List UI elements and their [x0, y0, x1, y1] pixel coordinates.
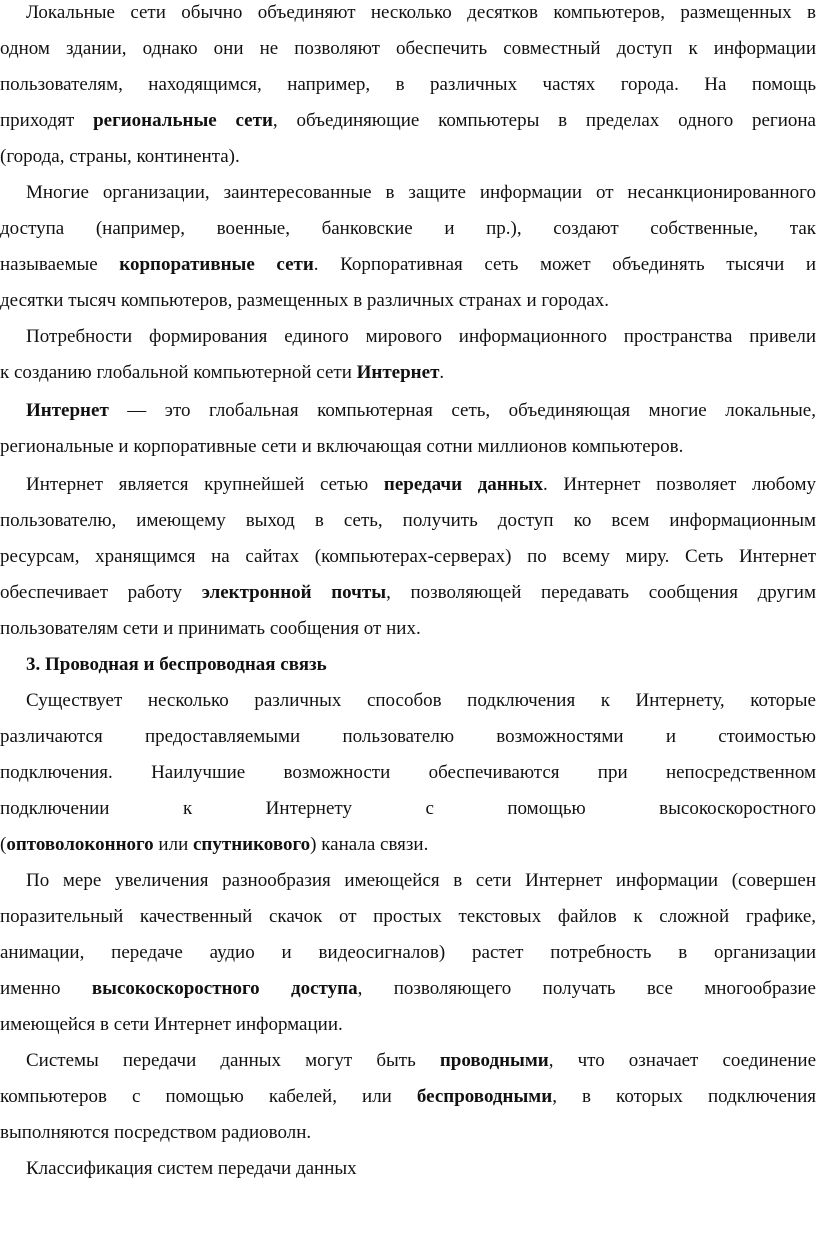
text-run: Многие организации, заинтересованные в защите информации от несанкционированного: [26, 182, 816, 203]
text-run: (города, страны, континента).: [0, 146, 240, 167]
text-run: обеспечивает работу: [0, 582, 202, 603]
text-run: именно: [0, 978, 92, 999]
text-line: [0, 544, 816, 580]
bold-term: передачи данных: [383, 474, 544, 495]
text-run: Классификация систем передачи данных: [26, 1158, 357, 1179]
text-run: десятки тысяч компьютеров, размещенных в различных странах и городах.: [0, 290, 610, 311]
text-run: Системы передачи данных могут быть: [26, 1050, 440, 1071]
text-run: По мере увеличения разнообразия имеющейся в сети Интернет информации (совершен: [26, 870, 816, 891]
text-run: доступа (например, военные, банковские и пр.), создают собственные, так: [0, 218, 816, 239]
text-line: [0, 180, 816, 216]
text-line: [0, 72, 816, 108]
text-line: [0, 616, 816, 652]
text-line: [0, 288, 816, 324]
text-line: [0, 472, 816, 508]
text-line: [0, 868, 816, 904]
text-run: пользователю, имеющему выход в сеть, получить доступ ко всем информационным: [0, 510, 816, 531]
text-run: одном здании, однако они не позволяют обеспечить совместный доступ к информации: [0, 38, 816, 59]
text-run: называемые: [0, 254, 120, 275]
text-run: компьютеров с помощью кабелей, или: [0, 1086, 417, 1107]
text-line: [0, 1084, 816, 1120]
text-run: , что означает соединение: [548, 1050, 816, 1071]
text-line: [0, 760, 816, 796]
bold-term: Интернет: [26, 400, 109, 421]
text-run: пользователям, находящимся, например, в различных частях города. На помощь: [0, 74, 816, 95]
bold-term: беспроводными: [416, 1086, 553, 1107]
bold-term: проводными: [439, 1050, 549, 1071]
text-line: [0, 36, 816, 72]
text-run: или: [153, 834, 193, 855]
text-run: .: [439, 362, 445, 383]
text-run: Интернет является крупнейшей сетью: [26, 474, 384, 495]
text-line: [0, 940, 816, 976]
text-line: [0, 360, 816, 396]
bold-term: региональные сети: [93, 110, 273, 131]
text-line: [0, 1156, 816, 1192]
text-run: пользователям сети и принимать сообщения от них.: [0, 618, 421, 639]
text-run: , позволяющего получать все многообразие: [357, 978, 816, 999]
text-run: ресурсам, хранящимся на сайтах (компьютерах-серверах) по всему миру. Сеть Интернет: [0, 546, 816, 567]
text-run: подключения. Наилучшие возможности обеспечиваются при непосредственном: [0, 762, 816, 783]
text-line: [0, 580, 816, 616]
text-run: имеющейся в сети Интернет информации.: [0, 1014, 343, 1035]
bold-term: Интернет: [356, 362, 440, 383]
text-run: Потребности формирования единого мирового информационного пространства привели: [26, 326, 816, 347]
bold-term: корпоративные сети: [119, 254, 314, 275]
text-run: , объединяющие компьютеры в пределах одного региона: [272, 110, 816, 131]
text-line: [0, 688, 816, 724]
text-line: [0, 904, 816, 940]
bold-term: спутникового: [193, 834, 311, 855]
text-run: Локальные сети обычно объединяют несколько десятков компьютеров, размещенных в: [26, 2, 816, 23]
text-line: [0, 652, 816, 688]
text-run: , позволяющей передавать сообщения другим: [386, 582, 816, 603]
text-line: [0, 796, 816, 832]
text-line: [0, 216, 816, 252]
text-line: [0, 0, 816, 36]
text-line: [0, 434, 816, 470]
text-line: [0, 144, 816, 180]
bold-term: оптоволоконного: [6, 834, 154, 855]
text-run: выполняются посредством радиоволн.: [0, 1122, 312, 1143]
bold-term: высокоскоростного доступа: [91, 978, 358, 999]
text-run: (: [0, 834, 7, 855]
text-run: подключении к Интернету с помощью высокоскоростного: [0, 798, 816, 819]
text-run: поразительный качественный скачок от простых текстовых файлов к сложной графике,: [0, 906, 816, 927]
text-run: различаются предоставляемыми пользователю возможностями и стоимостью: [0, 726, 816, 747]
bold-term: 3. Проводная и беспроводная связь: [26, 654, 327, 675]
text-run: ) канала связи.: [310, 834, 429, 855]
text-line: [0, 1012, 816, 1048]
text-line: [0, 398, 816, 434]
text-run: приходят: [0, 110, 94, 131]
text-run: региональные и корпоративные сети и включающая сотни миллионов компьютеров.: [0, 436, 684, 457]
text-run: Существует несколько различных способов подключения к Интернету, которые: [26, 690, 816, 711]
text-line: [0, 252, 816, 288]
text-line: [0, 1120, 816, 1156]
text-run: , в которых подключения: [552, 1086, 816, 1107]
text-run: к созданию глобальной компьютерной сети: [0, 362, 357, 383]
text-line: [0, 832, 816, 868]
text-line: [0, 976, 816, 1012]
text-line: [0, 1048, 816, 1084]
text-run: анимации, передаче аудио и видеосигналов) растет потребность в организации: [0, 942, 816, 963]
text-line: [0, 324, 816, 360]
text-run: — это глобальная компьютерная сеть, объединяющая многие локальные,: [108, 400, 816, 421]
bold-term: электронной почты: [201, 582, 387, 603]
text-line: [0, 108, 816, 144]
text-line: [0, 508, 816, 544]
text-run: . Интернет позволяет любому: [543, 474, 816, 495]
text-line: [0, 724, 816, 760]
text-run: . Корпоративная сеть может объединять тысячи и: [313, 254, 816, 275]
